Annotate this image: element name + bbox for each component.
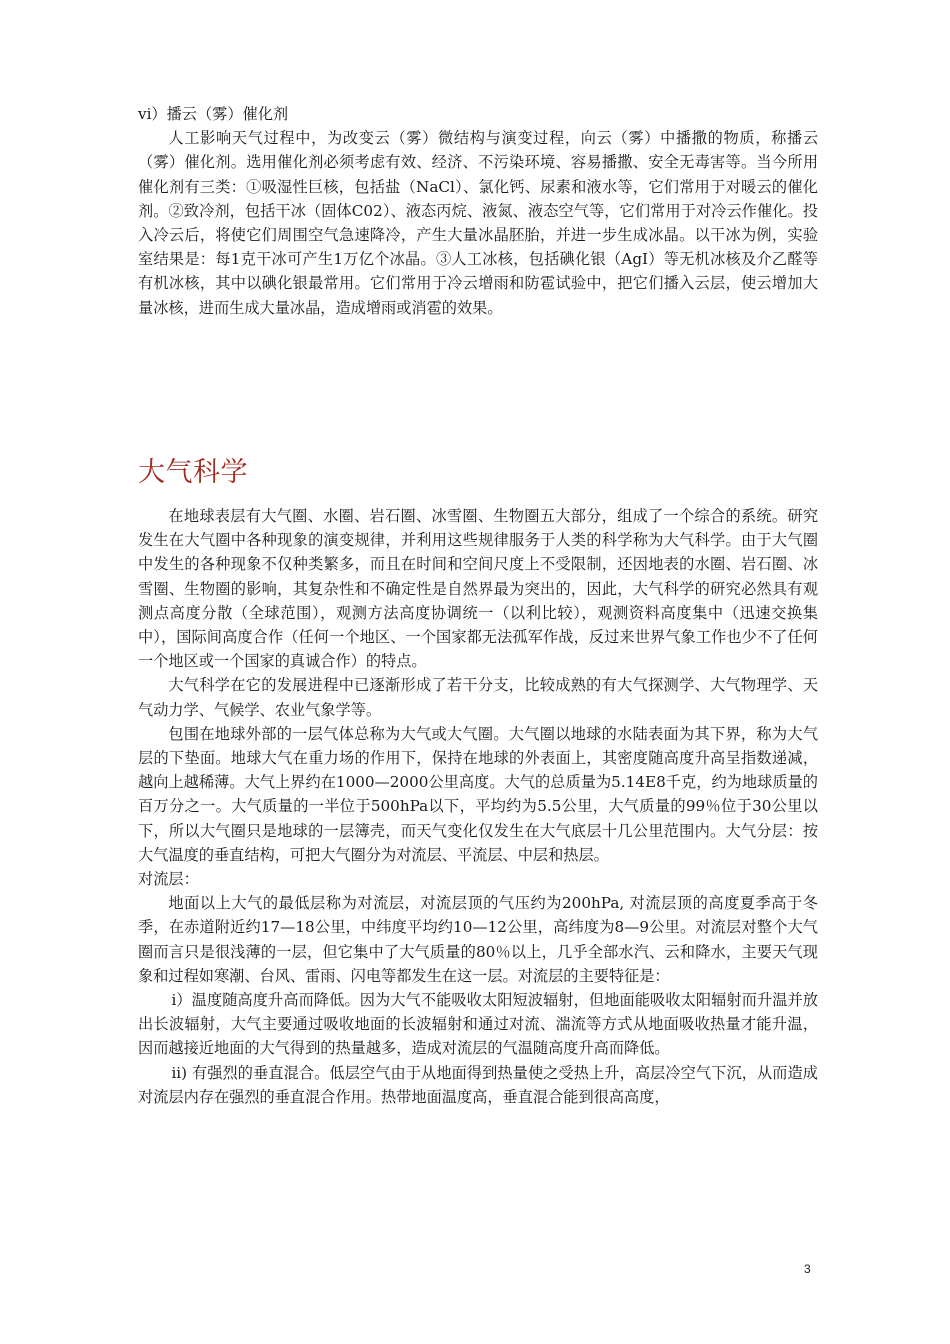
paragraph-feature-1: i）温度随高度升高而降低。因为大气不能吸收太阳短波辐射，但地面能吸收太阳辐射而升温并放出长波辐射，大气主要通过吸收地面的长波辐射和通过对流、湍流等方式从地面吸收热量才能升温，因而越接近地面的大气得到的热量越多，造成对流层的气温随高度升高而降低。 (138, 991, 818, 1058)
subsection-heading: vi）播云（雾）催化剂 (138, 105, 289, 123)
paragraph-branches: 大气科学在它的发展进程中已逐渐形成了若干分支，比较成熟的有大气探测学、大气物理学、天气动力学、气候学、农业气象学等。 (138, 676, 818, 719)
paragraph-intro: 在地球表层有大气圈、水圈、岩石圈、冰雪圈、生物圈五大部分，组成了一个综合的系统。研究发生在大气圈中各种现象的演变规律，并利用这些规律服务于人类的科学称为大气科学。由于大气圈中发生的各种现象不仅种类繁多，而且在时间和空间尺度上不受限制，还因地表的水圈、岩石圈、冰雪圈、生物圈的影响，其复杂性和不确定性是自然界最为突出的，因此，大气科学的研究必然具有观测点高度分散（全球范围），观测方法高度协调统一（以利比较），观测资料高度集中（迅速交换集中），国际间高度合作（任何一个地区、一个国家都无法孤军作战，反过来世界气象工作也少不了任何一个地区或一个国家的真诚合作）的特点。 (138, 507, 818, 671)
section-cloud-seeding (138, 102, 818, 320)
label-troposphere: 对流层： (138, 870, 199, 889)
paragraph-feature-2: ii) 有强烈的垂直混合。低层空气由于从地面得到热量使之受热上升，高层冷空气下沉，从而造成对流层内存在强烈的垂直混合作用。热带地面温度高，垂直混合能到很高高度， (138, 1063, 818, 1106)
paragraph-atmosphere: 包围在地球外部的一层气体总称为大气或大气圈。大气圈以地球的水陆表面为其下界，称为大气层的下垫面。地球大气在重力场的作用下，保持在地球的外表面上，其密度随高度升高呈指数递减，越向上越稀薄。大气上界约在1000—2000公里高度。大气的总质量为5.14E8千克，约为地球质量的百万分之一。大气质量的一半位于500hPa以下，平均约为5.5公里，大气质量的99％位于30公里以下，所以大气圈只是地球的一层簿壳，而天气变化仅发生在大气底层十几公里范围内。大气分层：按大气温度的垂直结构，可把大气圈分为对流层、平流层、中层和热层。 (138, 724, 818, 864)
paragraph-cloud-seeding: 人工影响天气过程中，为改变云（雾）微结构与演变过程，向云（雾）中播撒的物质，称播云（雾）催化剂。选用催化剂必须考虑有效、经济、不污染环境、容易播撒、安全无毒害等。当今所用催化剂有三类：①吸湿性巨核，包括盐（NaCl）、氯化钙、尿素和液水等，它们常用于对暖云的催化剂。②致冷剂，包括干冰（固体C02）、液态丙烷、液氮、液态空气等，它们常用于对冷云作催化。投入冷云后，将使它们周围空气急速降冷，产生大量冰晶胚胎，并进一步生成冰晶。以干冰为例，实验室结果是：每1克干冰可产生1万亿个冰晶。③人工冰核，包括碘化银（AgI）等无机冰核及介乙醛等有机冰核，其中以碘化银最常用。它们常用于冷云增雨和防雹试验中，把它们播入云层，使云增加大量冰核，进而生成大量冰晶，造成增雨或消雹的效果。 (138, 129, 818, 317)
section-title: 大气科学 (138, 457, 248, 488)
page-number: 3 (804, 1262, 811, 1276)
paragraph-troposphere: 地面以上大气的最低层称为对流层，对流层顶的气压约为200hPa, 对流层顶的高度夏季高于冬季，在赤道附近约17—18公里，中纬度平均约10—12公里，高纬度为8—9公里。对流层对整个大气圈而言只是很浅薄的一层，但它集中了大气质量的80％以上，几乎全部水汽、云和降水，主要天气现象和过程如寒潮、台风、雷雨、闪电等都发生在这一层。对流层的主要特征是： (138, 894, 818, 985)
section-atmospheric-science (138, 504, 818, 1109)
